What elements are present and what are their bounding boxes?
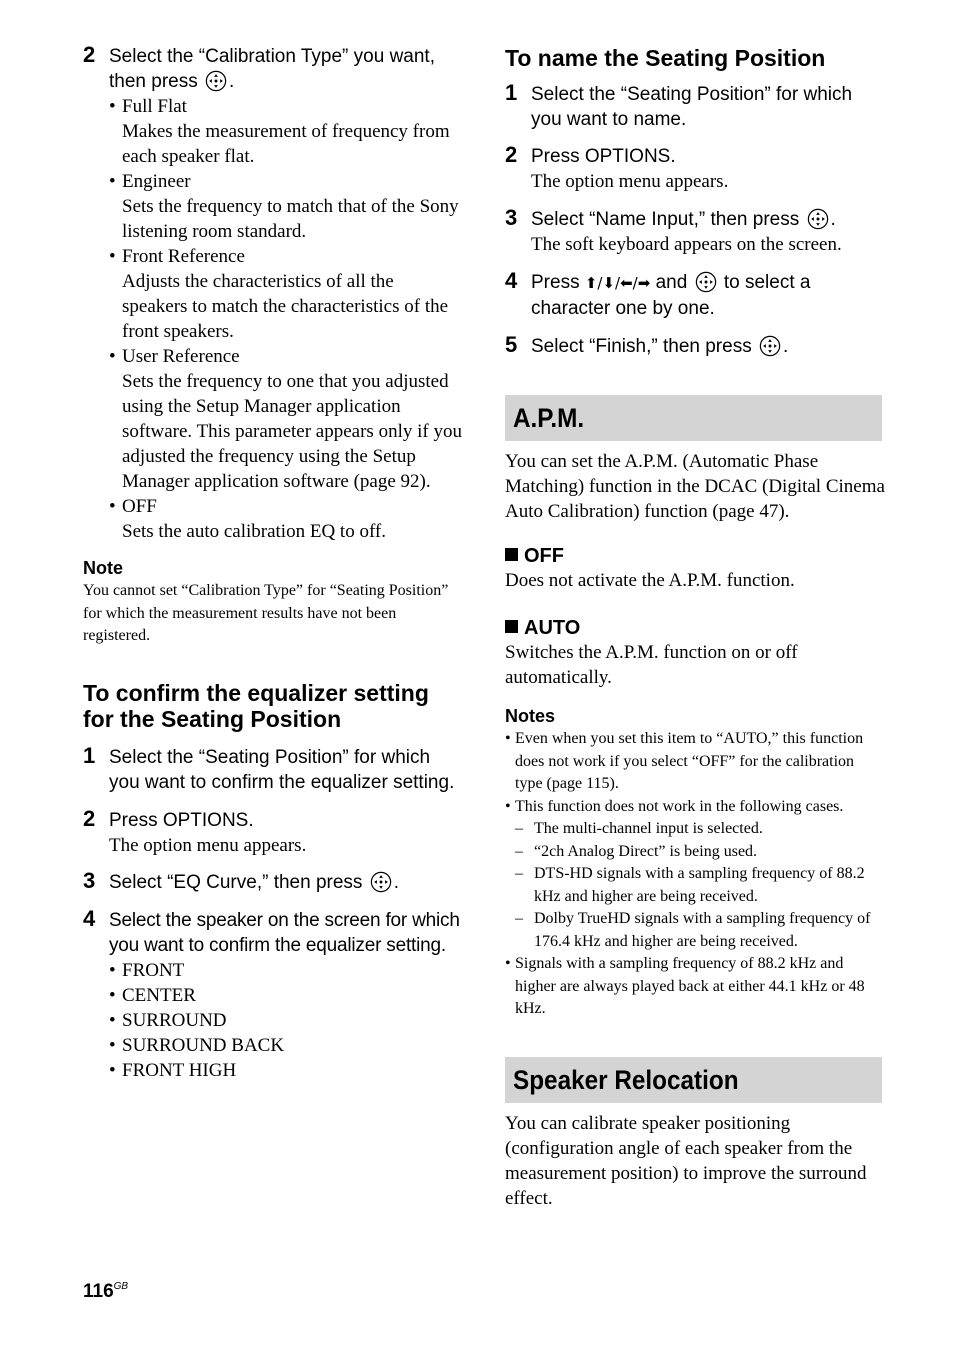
step-subtext: The option menu appears. — [109, 834, 307, 856]
case-item: – “2ch Analog Direct” is being used. — [515, 842, 758, 860]
step-text-end: . — [229, 71, 235, 92]
case-text: Dolby TrueHD signals with a sampling frequency of 176.4 kHz and higher are being received. — [534, 910, 871, 950]
speaker-relocation-text: You can calibrate speaker positioning (configuration angle of each speaker from the measurement position) to improve the surround effect. — [505, 1112, 867, 1209]
note-item: • Even when you set this item to “AUTO,” this function does not work if you select “OFF” for the calibration type (page 115). — [505, 730, 864, 792]
note-text: Even when you set this item to “AUTO,” this function does not work if you select “OFF” for the calibration type (page 115). — [515, 730, 864, 792]
speaker-list — [83, 958, 463, 1083]
case-item: – The multi-channel input is selected. — [515, 820, 763, 837]
speaker-name: FRONT — [122, 959, 185, 981]
step-number: 4 — [83, 905, 96, 931]
apm-notes-title: Notes — [505, 706, 556, 726]
step-number: 5 — [505, 332, 518, 357]
step-number: 1 — [505, 80, 518, 105]
option-name: OFF — [122, 496, 157, 517]
option-off: • OFF — [109, 496, 157, 517]
apm-notes — [505, 728, 885, 1021]
name-step-1 — [505, 82, 885, 132]
option-front-reference: • Front Reference — [109, 246, 245, 267]
note-item: • This function does not work in the following cases. — [505, 797, 844, 815]
speaker-item: • FRONT HIGH — [109, 1059, 237, 1081]
apm-off-heading — [505, 544, 885, 568]
apm-intro: You can set the A.P.M. (Automatic Phase Matching) function in the DCAC (Digital Cinema Auto Calibration) function (page 47). — [505, 451, 885, 522]
step-text-end: . — [830, 209, 836, 230]
speaker-name: CENTER — [122, 984, 196, 1006]
note-text: You cannot set “Calibration Type” for “Seating Position” for which the measurement results have not been registered. — [83, 582, 449, 644]
step-number: 2 — [83, 42, 96, 67]
option-desc: Sets the frequency to one that you adjusted using the Setup Manager application software. This parameter appears only if you adjusted the frequency using the Setup Manager application software (page 92). — [122, 371, 462, 492]
step-text: Select the speaker on the screen for which you want to confirm the equalizer setting. — [109, 909, 460, 956]
note-item: • Signals with a sampling frequency of 88.2 kHz and higher are always played back at either 44.1 kHz or 48 kHz. — [505, 955, 865, 1017]
option-name: Front Reference — [122, 246, 245, 267]
page-number — [83, 1281, 128, 1303]
step-number: 3 — [83, 867, 96, 893]
left-column — [83, 0, 463, 1083]
option-user-reference: • User Reference — [109, 346, 240, 367]
step-number: 4 — [505, 268, 518, 293]
option-desc: Sets the frequency to match that of the Sony listening room standard. — [122, 196, 459, 242]
enter-icon — [695, 271, 717, 293]
speaker-name: FRONT HIGH — [122, 1059, 237, 1081]
apm-auto-label: AUTO — [524, 617, 581, 639]
name-step-3 — [505, 207, 885, 257]
step-number: 3 — [505, 205, 518, 230]
option-name: User Reference — [122, 346, 240, 367]
step-number: 1 — [83, 742, 96, 768]
enter-icon — [807, 208, 829, 230]
step-text: Press — [531, 272, 580, 293]
speaker-name: SURROUND BACK — [122, 1034, 285, 1056]
step-number: 2 — [505, 142, 518, 167]
calibration-step-2 — [83, 44, 463, 94]
confirm-eq-heading: To confirm the equalizer setting for the Seating Position — [83, 679, 429, 732]
option-desc: Adjusts the characteristics of all the speakers to match the characteristics of the front speakers. — [122, 271, 449, 342]
step-text: Press OPTIONS. — [109, 809, 254, 831]
step-number: 2 — [83, 805, 96, 831]
speaker-item: • SURROUND — [109, 1009, 227, 1031]
confirm-step-3 — [83, 867, 463, 895]
step-text: Select “EQ Curve,” then press — [109, 871, 363, 893]
apm-off-label: OFF — [524, 545, 564, 567]
speaker-name: SURROUND — [122, 1009, 227, 1031]
apm-auto-heading — [505, 616, 885, 640]
name-step-2 — [505, 144, 885, 194]
region-code: GB — [113, 1281, 129, 1292]
note-text: This function does not work in the following cases. — [515, 797, 844, 815]
name-step-4 — [505, 270, 885, 321]
calibration-type-list — [83, 94, 463, 544]
case-item: – DTS-HD signals with a sampling frequency of 88.2 kHz and higher are being received. — [515, 865, 865, 905]
confirm-step-1 — [83, 742, 463, 795]
case-text: “2ch Analog Direct” is being used. — [534, 842, 758, 860]
option-name: Full Flat — [122, 96, 187, 117]
speaker-relocation-header — [505, 1057, 882, 1103]
step-subtext: The option menu appears. — [531, 171, 729, 192]
right-column — [505, 0, 885, 1211]
step-text: Select the “Seating Position” for which you want to name. — [531, 84, 853, 130]
note-text: Signals with a sampling frequency of 88.2 kHz and higher are always played back at either 44.1 kHz or 48 kHz. — [515, 955, 865, 1017]
step-text: Select the “Calibration Type” you want, then press — [109, 46, 435, 92]
speaker-item: • FRONT — [109, 959, 185, 981]
option-engineer: • Engineer — [109, 171, 191, 192]
confirm-step-4 — [83, 905, 463, 958]
step-text-end: . — [782, 336, 789, 357]
enter-icon — [370, 871, 392, 893]
apm-auto-desc: Switches the A.P.M. function on or off automatically. — [505, 642, 798, 688]
apm-section-header — [505, 395, 882, 441]
enter-icon — [205, 70, 227, 92]
apm-off-desc: Does not activate the A.P.M. function. — [505, 570, 795, 591]
option-name: Engineer — [122, 171, 191, 192]
name-seating-heading: To name the Seating Position — [505, 45, 826, 71]
note-title: Note — [83, 558, 123, 578]
step-text: and — [655, 272, 688, 293]
section-title: Speaker Relocation — [513, 1064, 739, 1095]
option-desc: Makes the measurement of frequency from each speaker flat. — [122, 121, 450, 167]
page-number-value: 116 — [83, 1281, 114, 1302]
step-subtext: The soft keyboard appears on the screen. — [531, 234, 842, 255]
step-text: Select “Name Input,” then press — [531, 209, 800, 230]
step-text-end: . — [393, 871, 399, 893]
step-text: Select “Finish,” then press — [531, 336, 752, 357]
name-step-5 — [505, 334, 885, 359]
case-text: DTS-HD signals with a sampling frequency of 88.2 kHz and higher are being received. — [534, 865, 865, 905]
square-bullet-icon — [505, 620, 518, 633]
step-text: Press OPTIONS. — [531, 146, 676, 167]
confirm-step-2 — [83, 805, 463, 858]
arrow-keys-icon: ⬆/⬇/⬅/➡ — [584, 274, 651, 292]
case-item: – Dolby TrueHD signals with a sampling frequency of 176.4 kHz and higher are being received. — [515, 910, 871, 950]
option-desc: Sets the auto calibration EQ to off. — [122, 521, 387, 542]
case-text: The multi-channel input is selected. — [534, 820, 763, 837]
section-title: A.P.M. — [513, 403, 585, 433]
speaker-item: • CENTER — [109, 984, 196, 1006]
step-text: to select a character one by one. — [531, 272, 811, 319]
enter-icon — [759, 335, 781, 357]
option-full-flat: • Full Flat — [109, 96, 187, 117]
speaker-item: • SURROUND BACK — [109, 1034, 285, 1056]
square-bullet-icon — [505, 548, 518, 561]
step-text: Select the “Seating Position” for which you want to confirm the equalizer setting. — [109, 746, 455, 793]
